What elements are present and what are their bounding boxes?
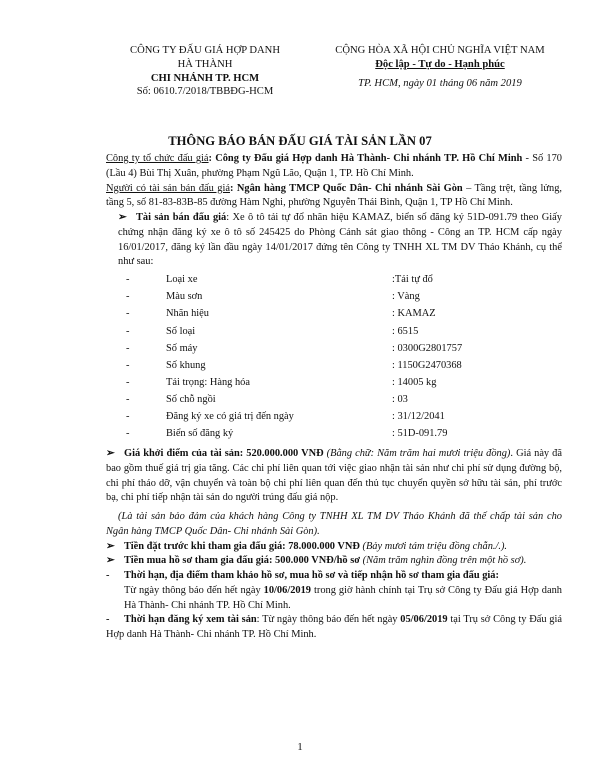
dossier-time-detail: Từ ngày thông báo đến hết ngày 10/06/2019 trong giờ hành chính tại Trụ sở Công ty Đấu giá Hợp danh Hà Thành- Chi nhánh TP. Hồ Chí Minh.: [124, 584, 562, 611]
national-header: [310, 44, 570, 90]
mortgage-note: (Là tài sản bảo đảm của khách hàng Công ty TNHH XL TM DV Tháo Khánh đã thế chấp tài sản cho Ngân hàng TMCP Quốc Dân- Chi nhánh Sài Gòn).: [106, 511, 562, 537]
org-name: CÔNG TY ĐẤU GIÁ HỢP DANH: [130, 45, 280, 56]
dossier-deadline: 10/06/2019: [263, 584, 311, 596]
viewing-deadline: 05/06/2019: [400, 614, 448, 626]
document-number: Số: 0610.7/2018/TBBĐG-HCM: [136, 86, 274, 98]
dossier-fee-paragraph: [106, 554, 562, 569]
viewing-time-label: Thời hạn đăng ký xem tài sản: [124, 614, 257, 626]
starting-price-words: (Bằng chữ: Năm trăm hai mươi triệu đồng): [323, 448, 511, 460]
organizer-address: - Số 170 (Lầu 4) Bùi Thị Xuân, phường Phạm Ngũ Lão, Quận 1, TP. Hồ Chí Minh.: [106, 153, 562, 179]
dossier-fee-words: (Năm trăm nghìn đồng trên một hồ sơ).: [360, 555, 527, 567]
document-body: [106, 152, 562, 643]
nation-name: CỘNG HÒA XÃ HỘI CHỦ NGHĨA VIỆT NAM: [335, 45, 545, 56]
arrow-bullet-icon: ➢: [118, 212, 127, 224]
spec-row: - Nhãn hiệu : KAMAZ: [126, 308, 436, 320]
spec-row: - Số khung : 1150G2470368: [126, 359, 462, 371]
dossier-time-paragraph: [106, 569, 562, 584]
arrow-bullet-icon: ➢: [106, 540, 115, 552]
asset-paragraph: [106, 211, 562, 270]
owner-address: – Tầng trệt, tầng lửng, tầng 5, số 81-83-83B-85 đường Hàm Nghi, phường Nguyễn Thái Bình, Quận 1, TP Hồ Chí Minh.: [106, 182, 562, 209]
spec-row: - Màu sơn : Vàng: [126, 291, 420, 303]
national-motto: Độc lập - Tự do - Hạnh phúc: [375, 58, 505, 70]
spec-row: - Số chỗ ngồi : 03: [126, 393, 408, 405]
branch-name: CHI NHÁNH TP. HCM: [150, 72, 260, 84]
starting-price-note: . Giá này đã bao gồm thuế giá trị gia tăng. Các chi phí liên quan tới việc giao nhận tài sản như chi phí sử dụng đường bộ, chi phí tháo dỡ, vận chuyển và toàn bộ chi phí liên quan đến thủ tục chuyển quyền sở hữu tài sản, phí trước bạ, chi phí tiếp nhận tài sản do người trúng đấu giá nộp.: [106, 448, 562, 504]
arrow-bullet-icon: ➢: [106, 555, 115, 567]
deposit-amount: Tiền đặt trước khi tham gia đấu giá: 78.000.000 VNĐ: [124, 540, 360, 552]
deposit-paragraph: [106, 540, 562, 555]
org-name-2: HÀ THÀNH: [177, 58, 233, 70]
document-title: THÔNG BÁO BÁN ĐẤU GIÁ TÀI SẢN LẦN 07: [168, 134, 432, 148]
spec-row: - Đăng ký xe có giá trị đến ngày : 31/12/2041: [126, 411, 445, 423]
spec-row: - Số máy : 0300G2801757: [126, 342, 463, 354]
dossier-fee: Tiền mua hồ sơ tham gia đấu giá: 500.000 VNĐ/hồ sơ: [124, 555, 361, 567]
organizer-label: Công ty tổ chức đấu giá: [106, 153, 209, 164]
spec-row: - Loại xe :Tải tự đổ: [126, 274, 433, 286]
spec-row: - Số loại : 6515: [126, 325, 419, 337]
starting-price: Giá khởi điểm của tài sản: 520.000.000 VNĐ: [124, 448, 324, 460]
viewing-time-paragraph: - Thời hạn đăng ký xem tài sản: Từ ngày thông báo đến hết ngày 05/06/2019 tại Trụ sở Công ty Đấu giá Hợp danh Hà Thành- Chi nhánh TP. Hồ Chí Minh.: [106, 614, 562, 641]
owner-name: : Ngân hàng TMCP Quốc Dân- Chi nhánh Sài Gòn: [229, 182, 463, 194]
spec-row: - Biển số đăng ký : 51D-091.79: [126, 428, 448, 440]
asset-label: Tài sản bán đấu giá: [136, 212, 227, 224]
spec-row: - Tải trọng: Hàng hóa : 14005 kg: [126, 376, 437, 388]
starting-price-paragraph: [106, 447, 562, 506]
owner-paragraph: [106, 182, 562, 212]
owner-label: Người có tài sản bán đấu giá: [106, 182, 230, 194]
organizer-name: : Công ty Đấu giá Hợp danh Hà Thành- Chi nhánh TP. Hồ Chí Minh: [208, 153, 523, 164]
page-number: 1: [297, 741, 303, 753]
deposit-words: (Bảy mươi tám triệu đồng chẵn./.).: [359, 540, 508, 552]
dash-bullet: -: [106, 614, 110, 626]
arrow-bullet-icon: ➢: [106, 448, 115, 460]
organizer-paragraph: [106, 152, 562, 182]
dash-bullet: -: [106, 570, 110, 582]
asset-description: : Xe ô tô tải tự đổ nhãn hiệu KAMAZ, biển số đăng ký 51D-091.79 theo Giấy chứng nhận đăng ký xe ô tô số 245425 do Phòng Cảnh sát giao thông - Công an TP. HCM cấp ngày 16/01/2017, đăng ký lần đầu ngày 14/01/2017 đứng tên Công ty TNHH XL TM DV Tháo Khánh, cụ thể như sau:: [118, 212, 562, 268]
document-date: TP. HCM, ngày 01 tháng 06 năm 2019: [358, 77, 522, 89]
issuer-header: [100, 44, 310, 99]
dossier-time-label: Thời hạn, địa điểm tham khảo hồ sơ, mua hồ sơ và tiếp nhận hồ sơ tham gia đấu giá:: [124, 570, 499, 582]
vehicle-specs: [106, 272, 562, 443]
